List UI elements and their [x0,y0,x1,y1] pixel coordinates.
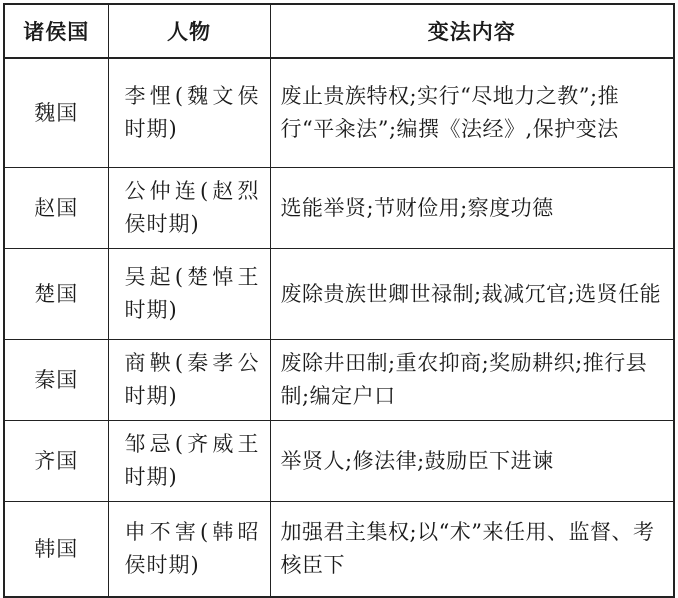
cell-state: 赵国 [4,168,108,249]
reform-table-container [3,3,673,591]
table-row [4,421,674,502]
cell-state: 齐国 [4,421,108,502]
cell-content: 加强君主集权;以“术”来任用、监督、考核臣下 [270,502,674,598]
cell-content: 废止贵族特权;实行“尽地力之教”;推行“平籴法”;编撰《法经》,保护变法 [270,58,674,168]
table-row [4,502,674,598]
cell-person: 李悝(魏文侯时期) [108,58,270,168]
header-content: 变法内容 [270,4,674,58]
cell-content: 选能举贤;节财俭用;察度功德 [270,168,674,249]
cell-content: 废除贵族世卿世禄制;裁减冗官;选贤任能 [270,249,674,340]
table-row [4,168,674,249]
table-row [4,249,674,340]
reform-table [3,3,675,598]
header-person: 人物 [108,4,270,58]
table-header-row [4,4,674,58]
table-row [4,58,674,168]
cell-person: 邹忌(齐威王时期) [108,421,270,502]
cell-person: 吴起(楚悼王时期) [108,249,270,340]
cell-content: 举贤人;修法律;鼓励臣下进谏 [270,421,674,502]
cell-state: 楚国 [4,249,108,340]
table-row [4,340,674,421]
header-state: 诸侯国 [4,4,108,58]
cell-state: 韩国 [4,502,108,598]
cell-state: 秦国 [4,340,108,421]
cell-person: 申不害(韩昭侯时期) [108,502,270,598]
cell-person: 商鞅(秦孝公时期) [108,340,270,421]
cell-state: 魏国 [4,58,108,168]
cell-content: 废除井田制;重农抑商;奖励耕织;推行县制;编定户口 [270,340,674,421]
cell-person: 公仲连(赵烈侯时期) [108,168,270,249]
